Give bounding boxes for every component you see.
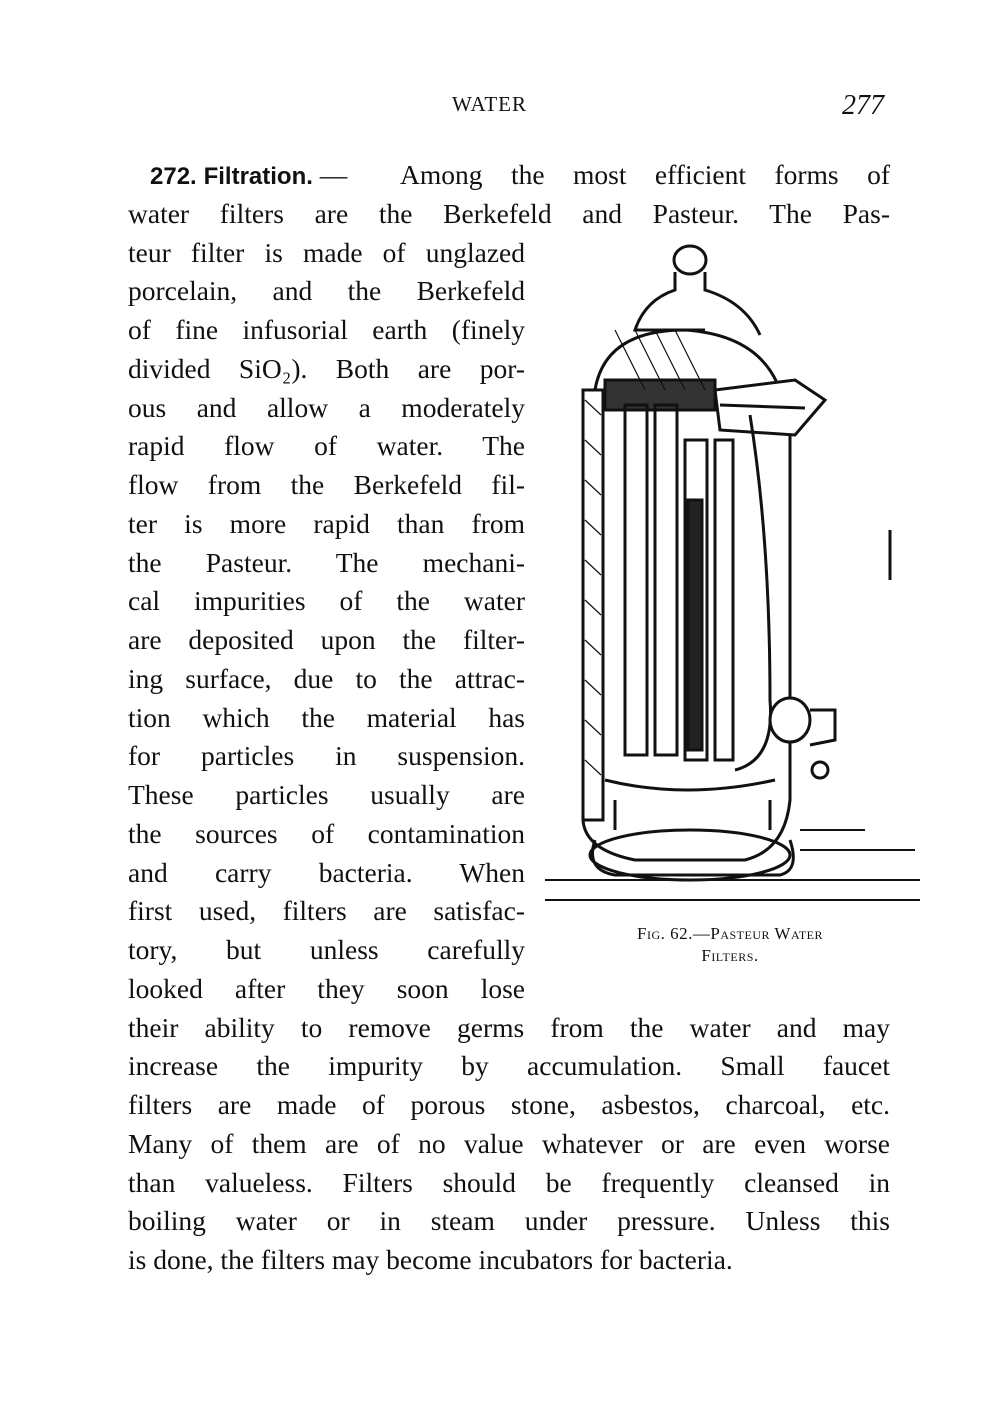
text-line xyxy=(128,273,525,309)
text-line xyxy=(128,312,525,348)
line-text: their ability to remove germs from the water and may xyxy=(128,1011,890,1043)
line-text: and carry bacteria. When xyxy=(128,856,525,888)
text-line xyxy=(400,157,890,193)
line-text: ous and allow a moderately xyxy=(128,391,525,423)
line-text: the sources of contamination xyxy=(128,817,525,849)
text-line xyxy=(128,777,525,813)
text-line xyxy=(128,855,525,891)
text-line xyxy=(128,428,525,464)
line-text: Many of them are of no value whatever or are even worse xyxy=(128,1127,890,1159)
line-text: divided SiO₂). Both are por- xyxy=(128,352,525,384)
line-text: for particles in suspension. xyxy=(128,740,525,772)
text-line xyxy=(128,661,525,697)
line-text: porcelain, and the Berkefeld xyxy=(128,275,525,307)
line-text: ter is more rapid than from xyxy=(128,507,525,539)
line-text: boiling water or in steam under pressure. Unless this xyxy=(128,1205,890,1237)
line-text: of fine infusorial earth (finely xyxy=(128,314,525,345)
section-dash: — xyxy=(319,159,348,190)
text-line xyxy=(128,932,525,968)
line-text: increase the impurity by accumulation. Small faucet xyxy=(128,1050,890,1082)
text-line xyxy=(128,1126,890,1162)
section-title: Filtration. xyxy=(203,163,313,190)
text-line xyxy=(128,467,525,503)
text-line xyxy=(128,235,525,271)
running-title: WATER xyxy=(452,92,527,116)
section-heading xyxy=(150,157,347,193)
text-line xyxy=(128,196,890,232)
text-line xyxy=(128,1048,890,1084)
text-line xyxy=(128,816,525,852)
line-text: tion which the material has xyxy=(128,701,525,733)
text-line xyxy=(128,1203,890,1239)
page-number: 277 xyxy=(842,90,884,121)
text-line xyxy=(128,1010,890,1046)
line-text: tory, but unless carefully xyxy=(128,934,525,965)
line-text: cal impurities of the water xyxy=(128,585,525,617)
line-text: ing surface, due to the attrac- xyxy=(128,662,525,694)
line-text: is done, the filters may become incubators for bacteria. xyxy=(128,1244,733,1275)
line-text: rapid flow of water. The xyxy=(128,430,525,462)
text-line xyxy=(128,390,525,426)
section-number: 272. xyxy=(150,163,197,190)
pasteur-filter-illustration xyxy=(545,240,925,920)
line-text: Among the most efficient forms of xyxy=(400,159,890,190)
line-text: water filters are the Berkefeld and Pasteur. The Pas- xyxy=(128,197,890,229)
line-text: filters are made of porous stone, asbestos, charcoal, etc. xyxy=(128,1089,890,1120)
line-text: flow from the Berkefeld fil- xyxy=(128,469,525,500)
text-line xyxy=(128,622,525,658)
text-line xyxy=(128,351,525,387)
text-line xyxy=(128,738,525,774)
text-line xyxy=(128,545,525,581)
line-text: the Pasteur. The mechani- xyxy=(128,546,525,578)
text-line xyxy=(128,1087,890,1123)
text-line xyxy=(128,1165,890,1201)
text-line xyxy=(128,893,525,929)
line-text: than valueless. Filters should be frequently cleansed in xyxy=(128,1166,890,1198)
line-text: looked after they soon lose xyxy=(128,972,525,1004)
text-line xyxy=(128,506,525,542)
figure-caption-line-1: Fig. 62.—Pasteur Water xyxy=(637,924,823,943)
line-text: first used, filters are satisfac- xyxy=(128,895,525,927)
text-line xyxy=(128,971,525,1007)
text-line xyxy=(128,700,525,736)
text-line xyxy=(128,583,525,619)
figure-caption-line-2: Filters. xyxy=(701,946,759,965)
line-text: These particles usually are xyxy=(128,779,525,810)
line-text: teur filter is made of unglazed xyxy=(128,236,525,268)
text-line xyxy=(128,1242,890,1278)
line-text: are deposited upon the filter- xyxy=(128,624,525,655)
